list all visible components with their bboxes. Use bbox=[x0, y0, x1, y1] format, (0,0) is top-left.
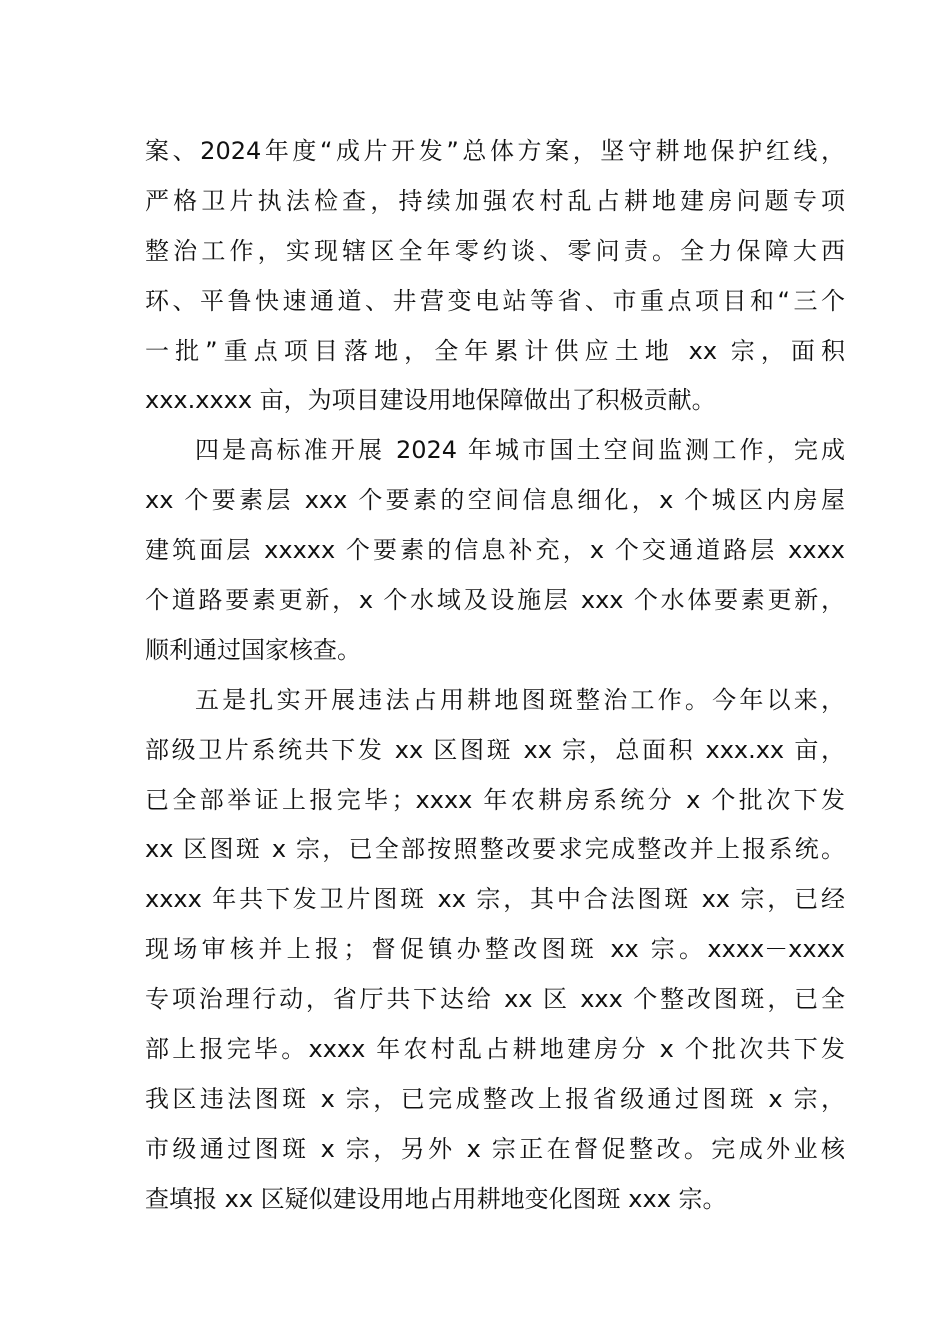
text-line: xx 区图斑 x 宗，已全部按照整改要求完成整改并上报系统。 bbox=[145, 835, 845, 864]
text-line: 环、平鲁快速通道、井营变电站等省、市重点项目和“三个 bbox=[145, 286, 845, 315]
text-line: 查填报 xx 区疑似建设用地占用耕地变化图斑 xxx 宗。 bbox=[145, 1184, 727, 1213]
text-line: 市级通过图斑 x 宗，另外 x 宗正在督促整改。完成外业核 bbox=[145, 1134, 845, 1163]
text-line: 一批”重点项目落地，全年累计供应土地 xx 宗，面积 bbox=[145, 336, 845, 365]
body-text bbox=[145, 127, 845, 1225]
text-line: 案、2024年度“成片开发”总体方案，坚守耕地保护红线， bbox=[145, 137, 845, 165]
text-line: xxxx 年共下发卫片图斑 xx 宗，其中合法图斑 xx 宗，已经 bbox=[145, 885, 845, 914]
text-line: xx 个要素层 xxx 个要素的空间信息细化，x 个城区内房屋 bbox=[145, 486, 845, 515]
text-line: 建筑面层 xxxxx 个要素的信息补充，x 个交通道路层 xxxx bbox=[145, 536, 845, 565]
paragraph-first-line: 五是扎实开展违法占用耕地图斑整治工作。今年以来， bbox=[195, 685, 845, 714]
text-line: 专项治理行动，省厅共下达给 xx 区 xxx 个整改图斑，已全 bbox=[145, 985, 845, 1014]
text-line: 严格卫片执法检查，持续加强农村乱占耕地建房问题专项 bbox=[145, 186, 845, 215]
text-line: 顺利通过国家核查。 bbox=[145, 635, 361, 664]
text-line: 我区违法图斑 x 宗，已完成整改上报省级通过图斑 x 宗， bbox=[145, 1084, 845, 1113]
text-line: 部上报完毕。xxxx 年农村乱占耕地建房分 x 个批次共下发 bbox=[145, 1035, 845, 1064]
text-line: xxx.xxxx 亩，为项目建设用地保障做出了积极贡献。 bbox=[145, 386, 716, 415]
text-line: 现场审核并上报；督促镇办整改图斑 xx 宗。xxxx－xxxx bbox=[145, 935, 845, 964]
text-line: 已全部举证上报完毕；xxxx 年农耕房系统分 x 个批次下发 bbox=[145, 785, 845, 814]
text-line: 整治工作，实现辖区全年零约谈、零问责。全力保障大西 bbox=[145, 236, 845, 265]
paragraph-first-line: 四是高标准开展 2024 年城市国土空间监测工作，完成 bbox=[195, 436, 845, 465]
text-line: 个道路要素更新，x 个水域及设施层 xxx 个水体要素更新， bbox=[145, 586, 845, 615]
text-line: 部级卫片系统共下发 xx 区图斑 xx 宗，总面积 xxx.xx 亩， bbox=[145, 735, 845, 764]
